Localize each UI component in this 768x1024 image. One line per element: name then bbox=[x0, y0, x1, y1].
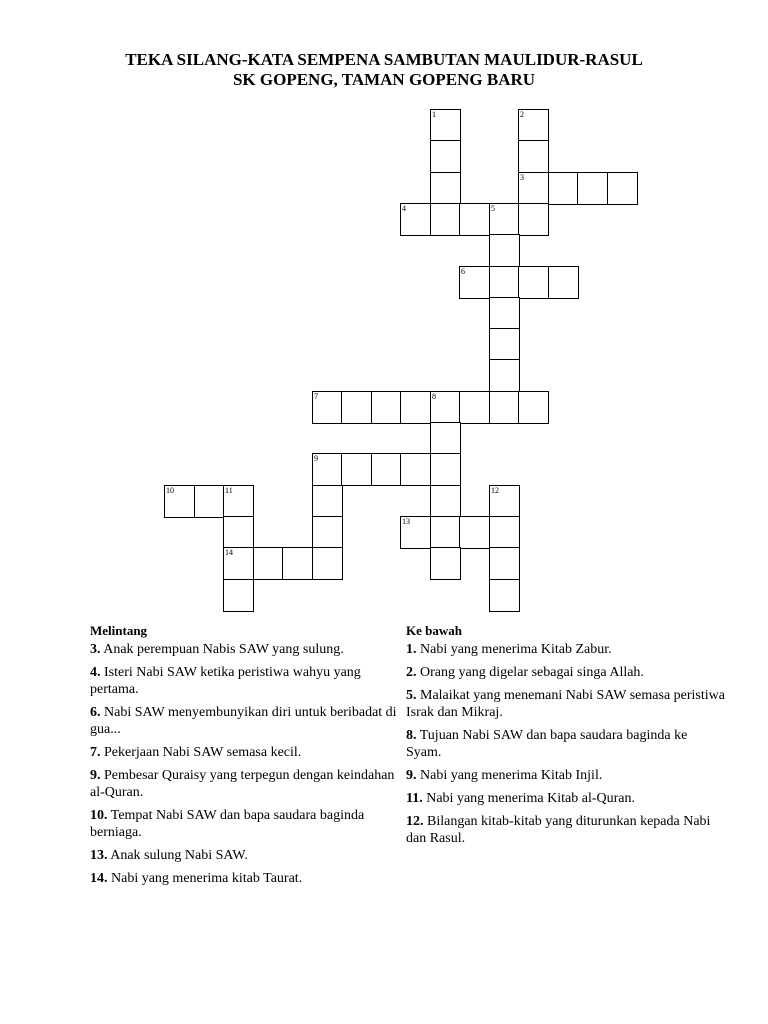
cell-number: 5 bbox=[491, 204, 495, 213]
clue-text: Tujuan Nabi SAW dan bapa saudara baginda ke Syam. bbox=[406, 728, 688, 760]
clue-number: 5. bbox=[406, 688, 417, 703]
cell-number: 1 bbox=[432, 110, 436, 119]
clue-number: 3. bbox=[90, 642, 101, 657]
clue-text: Bilangan kitab-kitab yang diturunkan kepada Nabi dan Rasul. bbox=[406, 814, 711, 846]
grid-cell[interactable] bbox=[341, 453, 372, 486]
down-heading: Ke bawah bbox=[406, 623, 462, 638]
grid-cell[interactable] bbox=[430, 453, 461, 486]
grid-cell[interactable] bbox=[459, 203, 490, 236]
clue-text: Orang yang digelar sebagai singa Allah. bbox=[420, 665, 644, 680]
cell-number: 11 bbox=[225, 486, 233, 495]
clue-item bbox=[406, 790, 726, 807]
grid-cell[interactable] bbox=[312, 547, 343, 580]
clue-item bbox=[406, 767, 726, 784]
grid-cell[interactable] bbox=[489, 328, 520, 361]
clue-item bbox=[406, 687, 726, 721]
grid-cell[interactable] bbox=[489, 266, 520, 299]
grid-cell[interactable] bbox=[430, 140, 461, 173]
grid-cell[interactable] bbox=[489, 359, 520, 392]
grid-cell[interactable] bbox=[282, 547, 313, 580]
across-heading: Melintang bbox=[90, 623, 148, 638]
grid-cell[interactable] bbox=[607, 172, 638, 205]
cell-number: 14 bbox=[225, 548, 233, 557]
clue-item bbox=[90, 744, 410, 761]
grid-cell[interactable] bbox=[489, 485, 520, 518]
grid-cell[interactable] bbox=[548, 266, 579, 299]
grid-cell[interactable] bbox=[489, 234, 520, 267]
grid-cell[interactable] bbox=[489, 297, 520, 330]
cell-number: 8 bbox=[432, 392, 436, 401]
grid-cell[interactable] bbox=[223, 547, 254, 580]
clue-text: Nabi yang menerima Kitab Zabur. bbox=[420, 642, 612, 657]
cell-number: 2 bbox=[520, 110, 524, 119]
grid-cell[interactable] bbox=[223, 579, 254, 612]
clue-item bbox=[406, 813, 726, 847]
grid-cell[interactable] bbox=[430, 547, 461, 580]
grid-cell[interactable] bbox=[430, 203, 461, 236]
grid-cell[interactable] bbox=[400, 391, 431, 424]
clue-item bbox=[406, 727, 726, 761]
clue-text: Tempat Nabi SAW dan bapa saudara baginda berniaga. bbox=[90, 808, 365, 840]
clue-item bbox=[406, 664, 726, 681]
grid-cell[interactable] bbox=[577, 172, 608, 205]
grid-cell[interactable] bbox=[400, 453, 431, 486]
clue-number: 13. bbox=[90, 848, 108, 863]
grid-cell[interactable] bbox=[489, 579, 520, 612]
grid-cell[interactable] bbox=[430, 422, 461, 455]
grid-cell[interactable] bbox=[459, 391, 490, 424]
page-subtitle: SK GOPENG, TAMAN GOPENG BARU bbox=[232, 70, 536, 89]
grid-cell[interactable] bbox=[459, 516, 490, 549]
cell-number: 4 bbox=[402, 204, 406, 213]
grid-cell[interactable] bbox=[223, 485, 254, 518]
grid-cell[interactable] bbox=[489, 547, 520, 580]
grid-cell[interactable] bbox=[518, 266, 549, 299]
cell-number: 10 bbox=[166, 486, 174, 495]
across-clues bbox=[90, 623, 410, 893]
grid-cell[interactable] bbox=[371, 453, 402, 486]
grid-cell[interactable] bbox=[518, 140, 549, 173]
clue-text: Nabi SAW menyembunyikan diri untuk beribadat di gua... bbox=[90, 705, 397, 737]
cell-number: 12 bbox=[491, 486, 499, 495]
clue-number: 10. bbox=[90, 808, 108, 823]
grid-cell[interactable] bbox=[371, 391, 402, 424]
grid-cell[interactable] bbox=[253, 547, 284, 580]
grid-cell[interactable] bbox=[223, 516, 254, 549]
grid-cell[interactable] bbox=[400, 203, 431, 236]
clue-item bbox=[90, 807, 410, 841]
cell-number: 3 bbox=[520, 173, 524, 182]
clue-text: Nabi yang menerima Kitab Injil. bbox=[420, 768, 603, 783]
grid-cell[interactable] bbox=[312, 453, 343, 486]
cell-number: 6 bbox=[461, 267, 465, 276]
clue-item bbox=[90, 767, 410, 801]
clue-item bbox=[90, 641, 410, 658]
clue-number: 7. bbox=[90, 745, 101, 760]
clue-number: 1. bbox=[406, 642, 417, 657]
grid-cell[interactable] bbox=[312, 485, 343, 518]
clue-number: 14. bbox=[90, 871, 108, 886]
grid-cell[interactable] bbox=[489, 516, 520, 549]
page-title: TEKA SILANG-KATA SEMPENA SAMBUTAN MAULIDUR-RASUL bbox=[125, 50, 643, 69]
clue-item bbox=[90, 664, 410, 698]
grid-cell[interactable] bbox=[518, 391, 549, 424]
cell-number: 7 bbox=[314, 392, 318, 401]
clue-number: 8. bbox=[406, 728, 417, 743]
clue-text: Isteri Nabi SAW ketika peristiwa wahyu yang pertama. bbox=[90, 665, 361, 697]
clue-number: 11. bbox=[406, 791, 423, 806]
grid-cell[interactable] bbox=[430, 516, 461, 549]
grid-cell[interactable] bbox=[194, 485, 225, 518]
grid-cell[interactable] bbox=[400, 516, 431, 549]
clue-item bbox=[90, 870, 410, 887]
grid-cell[interactable] bbox=[430, 172, 461, 205]
clue-item bbox=[90, 847, 410, 864]
clue-number: 6. bbox=[90, 705, 101, 720]
clue-number: 9. bbox=[406, 768, 417, 783]
clue-number: 12. bbox=[406, 814, 424, 829]
grid-cell[interactable] bbox=[518, 203, 549, 236]
grid-cell[interactable] bbox=[430, 109, 461, 142]
grid-cell[interactable] bbox=[489, 391, 520, 424]
grid-cell[interactable] bbox=[518, 109, 549, 142]
cell-number: 9 bbox=[314, 454, 318, 463]
grid-cell[interactable] bbox=[548, 172, 579, 205]
clue-item bbox=[406, 641, 726, 658]
clue-number: 4. bbox=[90, 665, 101, 680]
grid-cell[interactable] bbox=[518, 172, 549, 205]
clue-text: Nabi yang menerima kitab Taurat. bbox=[111, 871, 303, 886]
grid-cell[interactable] bbox=[341, 391, 372, 424]
clue-number: 2. bbox=[406, 665, 417, 680]
grid-cell[interactable] bbox=[312, 516, 343, 549]
clue-text: Anak perempuan Nabis SAW yang sulung. bbox=[103, 642, 344, 657]
grid-cell[interactable] bbox=[164, 485, 195, 518]
cell-number: 13 bbox=[402, 517, 410, 526]
clue-text: Malaikat yang menemani Nabi SAW semasa peristiwa Israk dan Mikraj. bbox=[406, 688, 725, 720]
down-clues bbox=[406, 623, 726, 853]
grid-cell[interactable] bbox=[430, 391, 461, 424]
clue-text: Anak sulung Nabi SAW. bbox=[110, 848, 248, 863]
clue-text: Pekerjaan Nabi SAW semasa kecil. bbox=[104, 745, 302, 760]
grid-cell[interactable] bbox=[312, 391, 343, 424]
clue-item bbox=[90, 704, 410, 738]
clue-text: Pembesar Quraisy yang terpegun dengan keindahan al-Quran. bbox=[90, 768, 395, 800]
clue-text: Nabi yang menerima Kitab al-Quran. bbox=[426, 791, 635, 806]
grid-cell[interactable] bbox=[489, 203, 520, 236]
grid-cell[interactable] bbox=[459, 266, 490, 299]
clue-number: 9. bbox=[90, 768, 101, 783]
grid-cell[interactable] bbox=[430, 485, 461, 518]
